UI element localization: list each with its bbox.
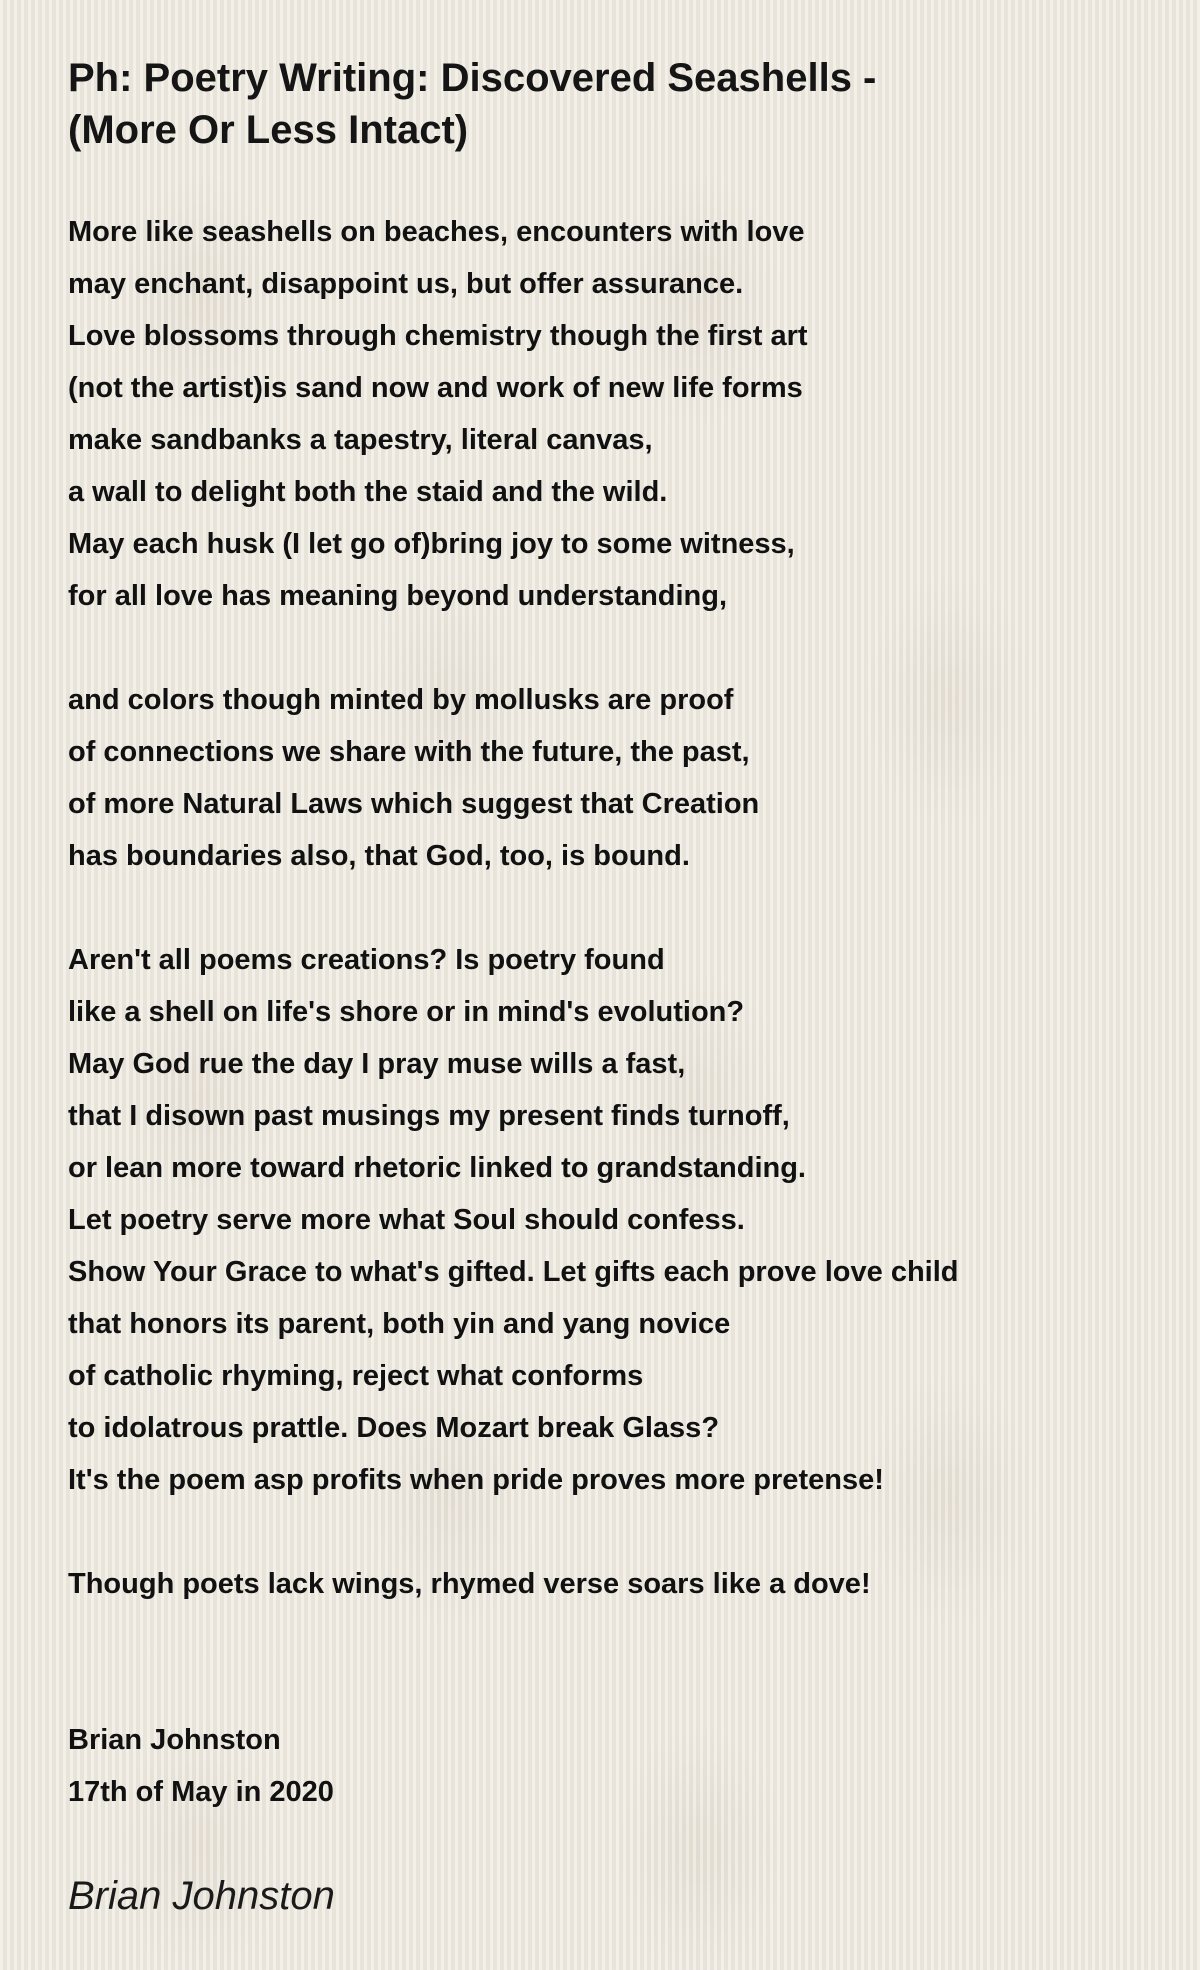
poem-body (68, 206, 1158, 1610)
poem-line: a wall to delight both the staid and the wild. (68, 476, 668, 508)
poem-line: Show Your Grace to what's gifted. Let gifts each prove love child (68, 1256, 959, 1288)
poem-line: of catholic rhyming, reject what conforms (68, 1360, 644, 1392)
stanza-4 (68, 1558, 1158, 1610)
poem-line: and colors though minted by mollusks are proof (68, 684, 734, 716)
poem-title: Ph: Poetry Writing: Discovered Seashells - (More Or Less Intact) (68, 56, 877, 152)
poem-line: like a shell on life's shore or in mind's evolution? (68, 996, 745, 1028)
poem-line: Though poets lack wings, rhymed verse soars like a dove! (68, 1568, 871, 1600)
stanza-3 (68, 934, 1158, 1506)
poem-line: that I disown past musings my present finds turnoff, (68, 1100, 790, 1132)
poem-line: More like seashells on beaches, encounters with love (68, 216, 805, 248)
poem-line: (not the artist)is sand now and work of new life forms (68, 372, 803, 404)
author-name: Brian Johnston (68, 1724, 281, 1756)
poem-line: for all love has meaning beyond understanding, (68, 580, 728, 612)
poem-line: may enchant, disappoint us, but offer assurance. (68, 268, 744, 300)
poem-line: to idolatrous prattle. Does Mozart break Glass? (68, 1412, 720, 1444)
poem-line: that honors its parent, both yin and yang novice (68, 1308, 731, 1340)
poem-line: Love blossoms through chemistry though the first art (68, 320, 808, 352)
poem-line: has boundaries also, that God, too, is bound. (68, 840, 690, 872)
poem-line: May God rue the day I pray muse wills a fast, (68, 1048, 686, 1080)
author-signature: Brian Johnston (68, 1874, 335, 1918)
poem-line: It's the poem asp profits when pride proves more pretense! (68, 1464, 884, 1496)
poem-line: make sandbanks a tapestry, literal canvas, (68, 424, 653, 456)
poem-page (68, 52, 1158, 1922)
stanza-1 (68, 206, 1158, 622)
byline (68, 1714, 1158, 1818)
poem-line: May each husk (I let go of)bring joy to some witness, (68, 528, 795, 560)
poem-line: Let poetry serve more what Soul should confess. (68, 1204, 745, 1236)
poem-line: of connections we share with the future, the past, (68, 736, 750, 768)
stanza-2 (68, 674, 1158, 882)
poem-line: of more Natural Laws which suggest that Creation (68, 788, 760, 820)
poem-date: 17th of May in 2020 (68, 1776, 334, 1808)
poem-line: or lean more toward rhetoric linked to grandstanding. (68, 1152, 806, 1184)
poem-line: Aren't all poems creations? Is poetry found (68, 944, 665, 976)
